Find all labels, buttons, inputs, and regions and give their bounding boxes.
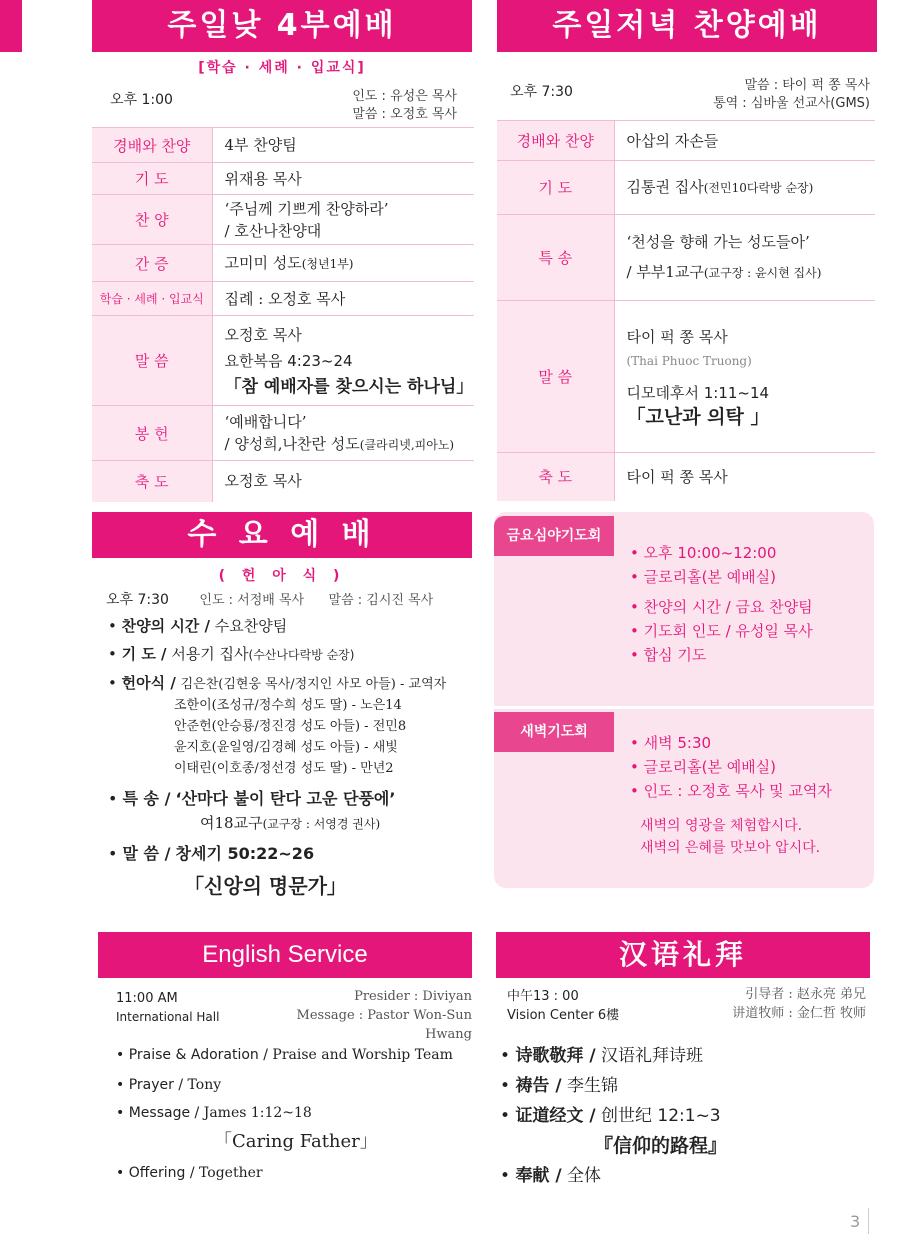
list-item: • 글로리홀(본 예배실): [630, 568, 777, 586]
table-row: [497, 301, 875, 453]
table-row: [92, 195, 474, 245]
english-title: English Service: [202, 941, 368, 968]
sermon-preacher: 오정호 목사: [224, 325, 302, 344]
list-item: • 기도회 인도 / 유성일 목사: [630, 622, 813, 640]
list-item: • Offering / Together: [116, 1165, 263, 1181]
row-label: 말 씀: [497, 301, 614, 453]
english-message: Message : Pastor Won-Sun Hwang: [296, 1008, 472, 1042]
offering-performers: / 양성희,나찬란 성도: [224, 434, 360, 453]
english-place: International Hall: [116, 1010, 220, 1024]
sermon-preacher: 타이 퍽 쫑 목사: [626, 327, 728, 346]
chinese-header: [496, 932, 870, 978]
item-head: Praise & Adoration /: [128, 1047, 268, 1063]
table-row: [497, 121, 875, 161]
list-item: • 인도 : 오정호 목사 및 교역자: [630, 782, 832, 800]
chinese-time-place: [507, 987, 619, 1025]
list-item: • Message / James 1:12~18: [116, 1105, 312, 1121]
item-note: (수산나다락방 순장): [248, 648, 355, 662]
item-text: 기도회 인도 / 유성일 목사: [643, 622, 813, 640]
table-row: [92, 245, 474, 282]
row-value: 4부 찬양팀: [212, 128, 474, 163]
dedication-line: 윤지호(윤일영/김경혜 성도 아들) - 새빛: [174, 740, 398, 755]
english-time-place: [116, 989, 219, 1027]
sunday4-presider: 인도 : 유성은 목사: [352, 89, 457, 104]
chinese-program: [500, 1041, 870, 1191]
table-row: [92, 461, 474, 502]
prayer-note: (전민10다락방 순장): [703, 181, 814, 195]
item-head: 찬양의 시간 /: [121, 617, 210, 635]
list-item: • Praise & Adoration / Praise and Worship Team: [116, 1047, 453, 1063]
list-item: • 말 씀 / 창세기 50:22~26: [108, 844, 315, 863]
special-song: ‘천성을 향해 가는 성도들아’: [626, 233, 810, 251]
item-text: 인도 : 오정호 목사 및 교역자: [643, 782, 832, 800]
friday-items: [630, 541, 870, 667]
sunday-evening-order-table: [497, 120, 875, 501]
testimony-name: 고미미 성도: [224, 253, 302, 272]
sunday4-header: [92, 0, 472, 52]
row-value: [614, 161, 875, 215]
offering-note: (클라리넷,피아노): [359, 437, 455, 452]
item-head: 证道经文 /: [515, 1106, 596, 1126]
wednesday-title: 수 요 예 배: [187, 517, 377, 552]
wednesday-header: [92, 512, 472, 558]
wednesday-presider: 인도 : 서정배 목사: [199, 593, 305, 608]
dedication-line: 이태린(이호종/정선경 성도 딸) - 만년2: [174, 761, 394, 776]
sunday-evening-time: 오후 7:30: [510, 84, 573, 100]
row-label: 축 도: [92, 461, 212, 502]
item-text: 글로리홀(본 예배실): [643, 568, 777, 586]
item-text: 오후 10:00~12:00: [643, 544, 777, 562]
wednesday-sermon-title: 「신앙의 명문가」: [184, 874, 347, 898]
chinese-preacher: 讲道牧师 : 金仁哲 牧师: [732, 1006, 866, 1021]
friday-tab: [494, 516, 614, 556]
item-value: 李生锦: [566, 1076, 618, 1096]
testimony-note: (청년1부): [301, 256, 354, 271]
special-district: 여18교구: [200, 814, 263, 832]
list-item: • 诗歌敬拜 / 汉语礼拜诗班: [500, 1046, 703, 1066]
sunday4-meta: [250, 88, 457, 124]
row-value: [614, 215, 875, 301]
item-head: 헌아식 /: [121, 674, 176, 692]
english-header: [98, 932, 472, 978]
prayer-name: 김통권 집사: [626, 178, 704, 196]
sermon-title: 「참 예배자를 찾으시는 하나님」: [224, 376, 474, 397]
sunday4-title: 주일낮 4부예배: [167, 8, 397, 43]
dawn-note: 새벽의 영광을 체험합시다.: [640, 818, 803, 834]
table-row: [92, 316, 474, 406]
page-number-rule: [868, 1208, 869, 1234]
row-label: 간 증: [92, 245, 212, 282]
item-head: 诗歌敬拜 /: [515, 1046, 596, 1066]
table-row: [497, 215, 875, 301]
table-row: [92, 282, 474, 316]
list-item: • 합심 기도: [630, 646, 707, 664]
item-value: 全体: [566, 1166, 601, 1186]
item-value: Praise and Worship Team: [272, 1047, 453, 1063]
hymn-choir: / 호산나찬양대: [224, 221, 322, 240]
corner-tab: [0, 0, 22, 52]
item-value: 창세기 50:22~26: [175, 844, 315, 863]
sunday-evening-preacher: 말씀 : 타이 퍽 쫑 목사: [744, 78, 870, 93]
table-row: [497, 161, 875, 215]
item-value: Tony: [187, 1077, 222, 1093]
list-item: • 기 도 / 서용기 집사(수산나다락방 순장): [108, 645, 355, 663]
sermon-ref: 요한복음 4:23~24: [224, 351, 353, 370]
sunday4-order-table: [92, 127, 474, 502]
chinese-leader: 引导者 : 赵永亮 弟兄: [745, 987, 866, 1002]
sunday-evening-title: 주일저녁 찬양예배: [552, 8, 822, 43]
list-item: • 헌아식 / 김은찬(김현웅 목사/정지인 사모 아들) - 교역자: [108, 674, 447, 692]
row-value: [212, 195, 474, 245]
item-value: 创世纪 12:1~3: [600, 1106, 721, 1126]
hymn-title: ‘주님께 기쁘게 찬양하라’: [224, 199, 389, 218]
list-item: • 찬양의 시간 / 수요찬양팀: [108, 617, 288, 635]
item-text: 찬양의 시간 / 금요 찬양팀: [643, 598, 813, 616]
row-label: 특 송: [497, 215, 614, 301]
list-item: • Prayer / Tony: [116, 1077, 222, 1093]
wednesday-meta: [106, 589, 433, 609]
item-head: 祷告 /: [515, 1076, 562, 1096]
table-row: [92, 163, 474, 195]
table-row: [92, 406, 474, 461]
dawn-label: 새벽기도회: [520, 724, 588, 740]
list-item: • 祷告 / 李生锦: [500, 1076, 618, 1096]
row-label: 봉 헌: [92, 406, 212, 461]
item-head: 奉献 /: [515, 1166, 562, 1186]
row-value: [212, 316, 474, 406]
sunday4-preacher: 말씀 : 오정호 목사: [352, 107, 457, 122]
row-value: 아삽의 자손들: [614, 121, 875, 161]
list-item: • 奉献 / 全体: [500, 1166, 601, 1186]
dawn-items: [630, 731, 874, 859]
row-value: 집례 : 오정호 목사: [212, 282, 474, 316]
english-message-title: 「Caring Father」: [214, 1131, 378, 1152]
sunday4-time: 오후 1:00: [110, 92, 173, 108]
offering-song: ‘예배합니다’: [224, 412, 307, 431]
row-label: 찬 양: [92, 195, 212, 245]
item-value: James 1:12~18: [203, 1105, 312, 1121]
chinese-meta: [650, 985, 866, 1023]
table-row: [497, 453, 875, 501]
row-value: [212, 245, 474, 282]
table-row: [92, 128, 474, 163]
item-value: 수요찬양팀: [214, 617, 288, 635]
item-head: Offering /: [128, 1165, 195, 1181]
item-text: 새벽 5:30: [643, 734, 712, 752]
sermon-preacher-roman: (Thai Phuoc Truong): [626, 353, 752, 368]
dedication-line: 안준헌(안승룡/정진경 성도 아들) - 전민8: [174, 719, 407, 734]
list-item: • 글로리홀(본 예배실): [630, 758, 777, 776]
friday-label: 금요심야기도회: [506, 528, 602, 544]
sunday4-subtitle: [학습 · 세례 · 입교식]: [198, 60, 366, 76]
wednesday-time: 오후 7:30: [106, 592, 169, 608]
item-text: 합심 기도: [643, 646, 707, 664]
item-head: 말 씀 /: [122, 844, 171, 863]
row-label: 기 도: [92, 163, 212, 195]
row-value: 위재용 목사: [212, 163, 474, 195]
item-head: Prayer /: [128, 1077, 184, 1093]
chinese-time: 中午13 : 00: [507, 989, 579, 1004]
item-head: 기 도 /: [121, 645, 167, 663]
item-value: 汉语礼拜诗班: [600, 1046, 703, 1066]
special-note: (교구장 : 윤시현 집사): [703, 266, 822, 280]
list-item: • 오후 10:00~12:00: [630, 544, 777, 562]
row-label: 경배와 찬양: [497, 121, 614, 161]
english-presider: Presider : Diviyan: [354, 989, 472, 1004]
item-value: 서용기 집사: [171, 645, 249, 663]
list-item: • 찬양의 시간 / 금요 찬양팀: [630, 598, 813, 616]
row-label: 말 씀: [92, 316, 212, 406]
page-number: 3: [850, 1212, 861, 1231]
english-program: [116, 1040, 482, 1188]
list-item: • 证道经文 / 创世纪 12:1~3: [500, 1106, 721, 1126]
special-note: (교구장 : 서영경 권사): [262, 817, 381, 831]
item-value: Together: [199, 1165, 263, 1181]
sermon-ref: 디모데후서 1:11~14: [626, 383, 770, 402]
chinese-title: 汉语礼拜: [618, 938, 747, 971]
special-group: [108, 811, 478, 836]
row-label: 축 도: [497, 453, 614, 501]
row-label: 기 도: [497, 161, 614, 215]
special-group: / 부부1교구: [626, 263, 704, 281]
item-head: Message /: [128, 1105, 200, 1121]
dawn-note: 새벽의 은혜를 맛보아 압시다.: [640, 840, 821, 856]
row-label: 학습 · 세례 · 입교식: [92, 282, 212, 316]
row-label: 경배와 찬양: [92, 128, 212, 163]
chinese-sermon-title: 『信仰的路程』: [594, 1135, 728, 1157]
panel-divider: [494, 706, 874, 709]
item-text: 글로리홀(본 예배실): [643, 758, 777, 776]
list-item: • 특 송 / ‘산마다 불이 탄다 고운 단풍에’: [108, 789, 396, 808]
dedication-line: 조한이(조성규/정수희 성도 딸) - 노은14: [174, 698, 402, 713]
wednesday-subtitle: ( 헌 아 식 ): [218, 568, 346, 584]
item-head: 특 송 /: [122, 789, 171, 808]
item-value: ‘산마다 불이 탄다 고운 단풍에’: [175, 789, 396, 808]
sunday-evening-meta: [640, 77, 870, 113]
sunday-evening-interpreter: 통역 : 심바울 선교사(GMS): [713, 96, 870, 111]
english-meta: [250, 987, 472, 1044]
row-value: [212, 406, 474, 461]
list-item: • 새벽 5:30: [630, 734, 712, 752]
row-value: [614, 301, 875, 453]
sunday-evening-header: [497, 0, 877, 52]
english-time: 11:00 AM: [116, 991, 178, 1006]
dawn-tab: [494, 712, 614, 752]
sermon-title: 「고난과 의탁 」: [626, 405, 770, 428]
wednesday-program: [108, 614, 478, 899]
wednesday-preacher: 말씀 : 김시진 목사: [328, 593, 434, 608]
dedication-line: 김은찬(김현웅 목사/정지인 사모 아들) - 교역자: [180, 677, 447, 692]
row-value: 오정호 목사: [224, 472, 302, 491]
chinese-place: Vision Center 6樓: [507, 1008, 620, 1023]
row-value: 타이 퍽 쫑 목사: [626, 467, 728, 486]
